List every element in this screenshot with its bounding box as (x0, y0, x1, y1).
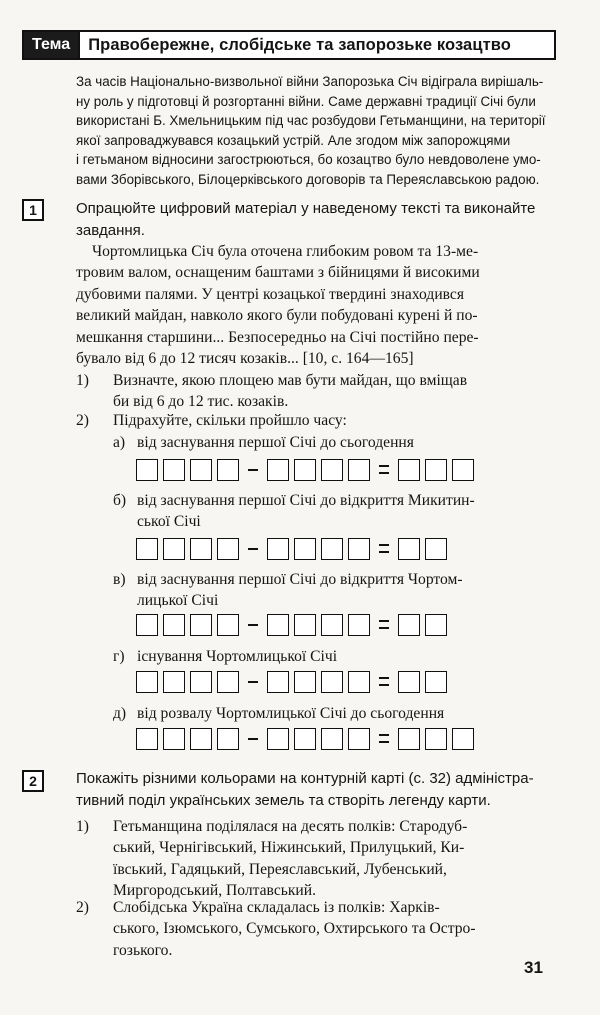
task-2-instruction (76, 768, 554, 811)
answer-digit-cell[interactable] (294, 459, 316, 481)
answer-digit-cell[interactable] (217, 671, 239, 693)
sub-line: від розвалу Чортомлицької Січі до сьогодення (137, 705, 445, 722)
equals-sign (379, 677, 389, 686)
answer-digit-cell[interactable] (163, 538, 185, 560)
answer-digit-cell[interactable] (398, 728, 420, 750)
answer-digit-cell[interactable] (452, 459, 474, 481)
quote-line: дубовими палями. У центрі козацької твердині знаходився (76, 285, 465, 303)
sub-label: в) (113, 571, 126, 588)
answer-digit-cell[interactable] (267, 459, 289, 481)
intro-line: використані Б. Хмельницьким під час розбудови Гетьманщини, на території (76, 113, 546, 129)
answer-digit-cell[interactable] (294, 671, 316, 693)
answer-digit-cell[interactable] (294, 538, 316, 560)
question-line: би від 6 до 12 тис. козаків. (113, 393, 289, 411)
answer-digit-cell[interactable] (163, 671, 185, 693)
answer-digit-cell[interactable] (136, 614, 158, 636)
answer-digit-cell[interactable] (267, 671, 289, 693)
question-line: Гетьманщина поділялася на десять полків: Стародуб- (113, 818, 468, 835)
intro-line: якої запроваджувався козацький устрій. Але згодом між запорожцями (76, 132, 511, 148)
task-2-number: 2 (22, 770, 44, 792)
answer-digit-cell[interactable] (163, 614, 185, 636)
answer-digit-cell[interactable] (321, 459, 343, 481)
sub-question-c (113, 569, 555, 611)
answer-digit-cell[interactable] (136, 671, 158, 693)
task-1-instruction (76, 198, 554, 241)
answer-digit-cell[interactable] (217, 459, 239, 481)
equals-sign (379, 734, 389, 743)
answer-digit-cell[interactable] (398, 538, 420, 560)
question-line: Підрахуйте, скільки пройшло часу: (113, 412, 347, 429)
sub-line: від заснування першої Січі до відкриття Микитин- (137, 492, 475, 509)
topic-header (22, 30, 556, 60)
question-number: 2) (76, 899, 89, 916)
answer-digit-cell[interactable] (163, 459, 185, 481)
minus-sign (248, 469, 258, 471)
answer-digit-cell[interactable] (452, 728, 474, 750)
question-line: ського, Ізюмського, Сумського, Охтирського та Остро- (113, 920, 476, 938)
quote-line: Чортомлицька Січ була оточена глибоким ровом та 13-ме- (92, 243, 479, 260)
instruction-line: тивний поділ українських земель та створіть легенду карти. (76, 791, 491, 809)
instruction-line: Покажіть різними кольорами на контурній карті (с. 32) адміністра- (76, 770, 534, 787)
answer-digit-cell[interactable] (217, 614, 239, 636)
sub-line: ської Січі (137, 513, 201, 530)
sub-label: б) (113, 492, 127, 509)
answer-digit-cell[interactable] (294, 614, 316, 636)
topic-title: Правобережне, слобідське та запорозьке козацтво (88, 35, 511, 54)
intro-paragraph (76, 72, 552, 190)
answer-digit-cell[interactable] (398, 671, 420, 693)
task-1-question-2 (76, 410, 554, 431)
sub-line: від заснування першої Січі до відкриття Чортом- (137, 571, 463, 588)
answer-digit-cell[interactable] (321, 614, 343, 636)
quote-line: тровим валом, оснащеним баштами з бійницями й високими (76, 264, 480, 282)
answer-digit-cell[interactable] (190, 671, 212, 693)
sub-line: лицької Січі (137, 592, 219, 609)
question-number: 2) (76, 412, 89, 429)
quote-line: бувало від 6 до 12 тисяч козаків... [10, с. 164—165] (76, 350, 414, 368)
answer-digit-cell[interactable] (217, 538, 239, 560)
answer-digit-cell[interactable] (348, 671, 370, 693)
sub-label: д) (113, 705, 127, 722)
answer-digit-cell[interactable] (398, 614, 420, 636)
answer-digit-cell[interactable] (190, 459, 212, 481)
answer-digit-cell[interactable] (348, 614, 370, 636)
page-number: 31 (524, 958, 543, 977)
answer-digit-cell[interactable] (348, 728, 370, 750)
question-number: 1) (76, 818, 89, 835)
answer-digit-cell[interactable] (267, 614, 289, 636)
answer-digit-cell[interactable] (425, 614, 447, 636)
answer-digit-cell[interactable] (425, 671, 447, 693)
sub-question-b (113, 490, 555, 532)
task-2-question-1 (76, 816, 554, 902)
answer-digit-cell[interactable] (267, 728, 289, 750)
answer-digit-cell[interactable] (398, 459, 420, 481)
answer-digit-cell[interactable] (136, 459, 158, 481)
sub-label: г) (113, 648, 125, 665)
answer-digit-cell[interactable] (321, 538, 343, 560)
topic-tag: Тема (24, 32, 80, 58)
answer-digit-cell[interactable] (136, 538, 158, 560)
answer-digit-cell[interactable] (348, 538, 370, 560)
sub-label: а) (113, 434, 126, 451)
intro-line: ну роль у підготовці й розгортанні війни. Саме державні традиції Січі були (76, 93, 536, 109)
answer-digit-cell[interactable] (294, 728, 316, 750)
instruction-line: Опрацюйте цифровий матеріал у наведеному тексті та виконайте (76, 200, 536, 217)
minus-sign (248, 738, 258, 740)
equals-sign (379, 544, 389, 553)
equals-sign (379, 620, 389, 629)
quote-line: мешкання старшини... Безпосередньо на Січі постійно пере- (76, 328, 479, 346)
answer-digit-cell[interactable] (425, 459, 447, 481)
question-line: ський, Чернігівський, Ніжинський, Прилуцький, Ки- (113, 839, 465, 857)
question-number: 1) (76, 372, 89, 389)
question-line: Миргородський, Полтавський. (113, 882, 317, 900)
answer-digit-cell[interactable] (163, 728, 185, 750)
answer-digit-cell[interactable] (267, 538, 289, 560)
intro-line: За часів Національно-визвольної війни Запорозька Січ відіграла вирішаль- (76, 74, 544, 89)
answer-digit-cell[interactable] (425, 538, 447, 560)
instruction-line: завдання. (76, 221, 145, 239)
answer-digit-cell[interactable] (321, 728, 343, 750)
answer-digit-cell[interactable] (190, 538, 212, 560)
task-2-question-2 (76, 897, 554, 961)
quote-line: великий майдан, навколо якого були побудовані курені й по- (76, 307, 478, 325)
answer-digit-cell[interactable] (190, 728, 212, 750)
answer-digit-cell[interactable] (425, 728, 447, 750)
sub-line: від заснування першої Січі до сьогодення (137, 434, 414, 451)
intro-line: вами Зборівського, Білоцерківського договорів та Переяславською радою. (76, 171, 540, 187)
answer-digit-cell[interactable] (136, 728, 158, 750)
answer-digit-cell[interactable] (190, 614, 212, 636)
sub-question-d (113, 646, 555, 667)
sub-question-e (113, 703, 555, 724)
minus-sign (248, 681, 258, 683)
question-line: Визначте, якою площею мав бути майдан, що вміщав (113, 372, 468, 389)
question-line: Слобідська Україна складалась із полків: Харків- (113, 899, 440, 916)
answer-digit-cell[interactable] (321, 671, 343, 693)
minus-sign (248, 624, 258, 626)
answer-digit-cell[interactable] (348, 459, 370, 481)
intro-line: і гетьманом відносини загострюються, бо козацтво було невдоволене умо- (76, 152, 541, 168)
sub-line: існування Чортомлицької Січі (137, 648, 338, 665)
question-line: гозького. (113, 941, 173, 959)
task-1-question-1 (76, 370, 554, 413)
minus-sign (248, 548, 258, 550)
question-line: ївський, Гадяцький, Переяславський, Лубенський, (113, 860, 447, 878)
sub-question-a (113, 432, 555, 453)
task-1-quote (76, 241, 554, 369)
answer-digit-cell[interactable] (217, 728, 239, 750)
equals-sign (379, 465, 389, 474)
task-1-number: 1 (22, 199, 44, 221)
